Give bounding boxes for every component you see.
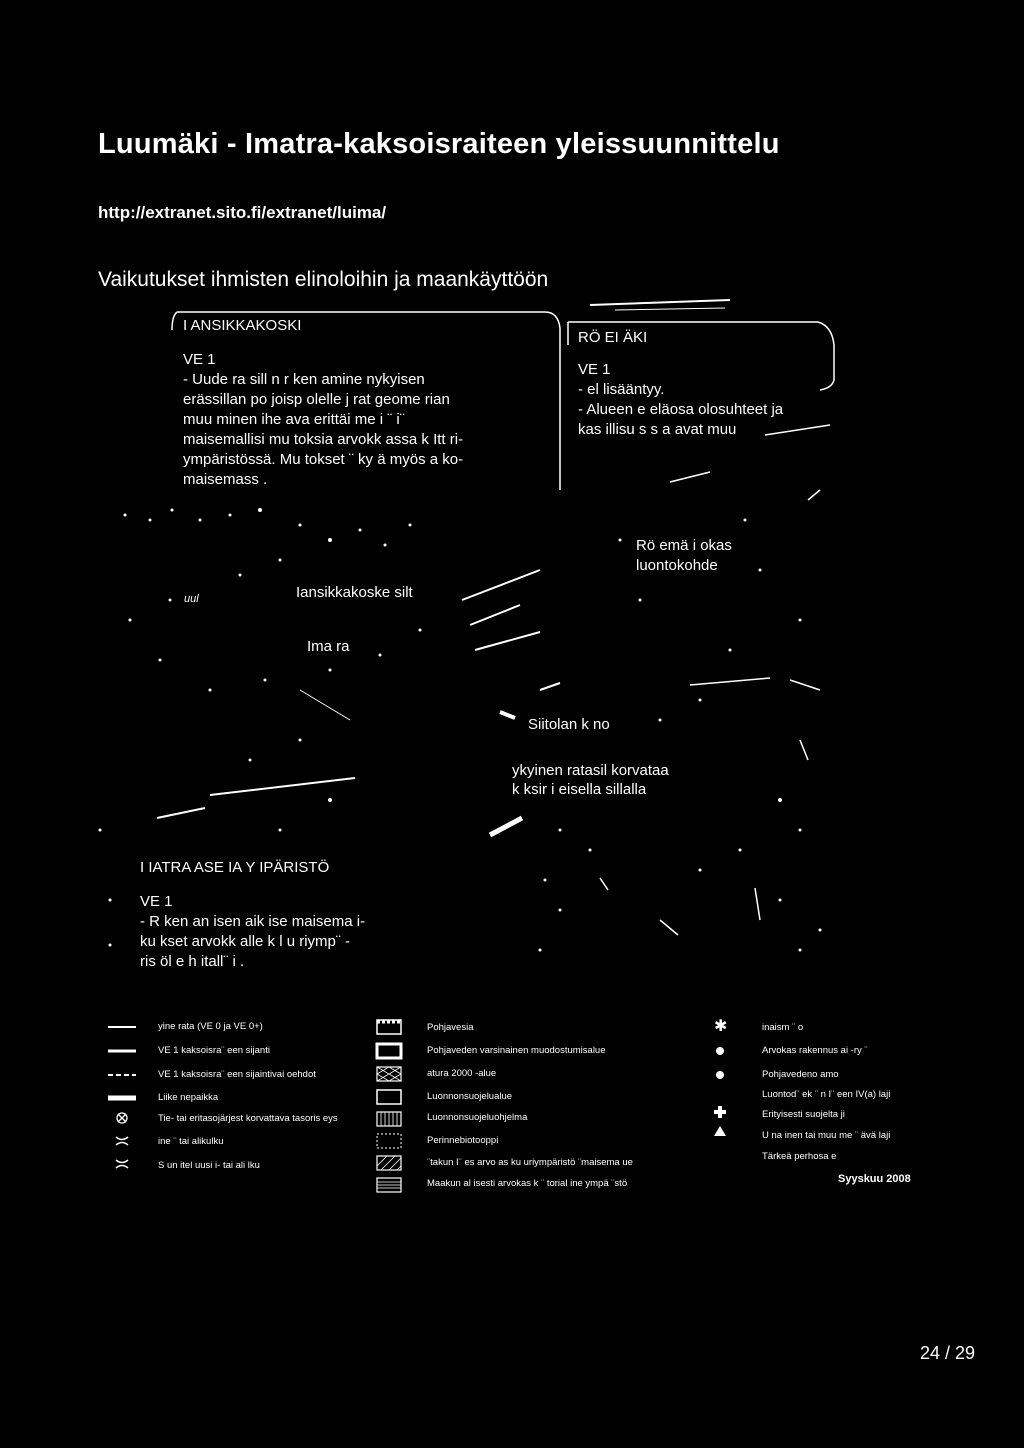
callout-line: ris öl e h itall¨ i . xyxy=(140,953,245,970)
map-label-imatra: Ima ra xyxy=(307,638,350,655)
callout-ve: VE 1 xyxy=(578,361,611,378)
callout-line: muu minen ihe ava erittäi me i ¨ i¨ xyxy=(183,411,405,428)
map-label-new-bridge-2: k ksir i eisella sillalla xyxy=(512,781,647,798)
legend-item: Tie- tai eritasojärjest korvattava tasoris eys xyxy=(158,1113,338,1124)
callout-line: - Uude ra sill n r ken amine nykyisen xyxy=(183,371,425,388)
legend-item: S un itel uusi i- tai ali lku xyxy=(158,1160,260,1171)
callout-title: I IATRA ASE IA Y IPÄRISTÖ xyxy=(140,859,330,876)
legend-item: Pohjavedeno amo xyxy=(762,1069,839,1080)
map-label-new-bridge-1: ykyinen ratasil korvataa xyxy=(512,762,669,779)
map-label-rouhiala: Rö emä i okas xyxy=(636,537,732,554)
callout-title: RÖ EI ÄKI xyxy=(578,329,648,346)
legend-item: atura 2000 -alue xyxy=(427,1068,497,1079)
callout-line: erässillan po joisp olelle j rat geome rian xyxy=(183,391,450,408)
callout-ve: VE 1 xyxy=(183,351,216,368)
map-label-tainionkoski-bridge: Iansikkakoske silt xyxy=(296,584,413,601)
legend-item: Luontod¨ ek ¨ n I¨ een IV(a) laji xyxy=(762,1089,891,1100)
legend-item: Erityisesti suojelta ji xyxy=(762,1109,845,1120)
callout-line: ku kset arvokk alle k l u riymp¨ - xyxy=(140,933,351,950)
document-date: Syyskuu 2008 xyxy=(838,1173,911,1185)
legend-item: Tärkeä perhosa e xyxy=(762,1151,837,1162)
callout-line: - el lisääntyy. xyxy=(578,381,665,398)
legend-item: Luonnonsuojelualue xyxy=(427,1091,513,1102)
legend-item: Arvokas rakennus ai -ry ¨ xyxy=(762,1045,868,1056)
svg-text:✱: ✱ xyxy=(714,1016,728,1035)
project-url[interactable]: http://extranet.sito.fi/extranet/luima/ xyxy=(98,203,387,222)
document-title: Luumäki - Imatra-kaksoisraiteen yleissuunnittelu xyxy=(98,128,780,160)
callout-line: maisemallisi mu toksia arvokk assa k Itt ri- xyxy=(183,431,464,448)
callout-title: I ANSIKKAKOSKI xyxy=(183,317,302,334)
legend-item: Pohjaveden varsinainen muodostumisalue xyxy=(427,1045,606,1056)
legend-item: VE 1 kaksoisra¨ een sijaintivai oehdot xyxy=(158,1069,316,1080)
legend-item: Liike nepaikka xyxy=(158,1092,219,1103)
legend-item: U na inen tai muu me ¨ ävä laji xyxy=(762,1130,891,1141)
callout-ve: VE 1 xyxy=(140,893,173,910)
legend-item: VE 1 kaksoisra¨ een sijanti xyxy=(158,1045,270,1056)
callout-line: - Alueen e eläosa olosuhteet ja xyxy=(578,401,784,418)
section-heading: Vaikutukset ihmisten elinoloihin ja maankäyttöön xyxy=(98,268,549,291)
legend-item: ine ¨ tai alikulku xyxy=(158,1136,224,1147)
map-label-siitola: Siitolan k no xyxy=(528,716,610,733)
legend-item: Maakun al isesti arvokas k ¨ torial ine ympä ¨stö xyxy=(427,1178,628,1189)
map-label-luontokohde: luontokohde xyxy=(636,557,718,574)
page-number: 24 / 29 xyxy=(919,1343,975,1363)
legend-item: ¨takun I¨ es arvo as ku uriympäristö ¨maisema ue xyxy=(427,1157,633,1168)
callout-line: ympäristössä. Mu tokset ¨ ky ä myös a ko- xyxy=(183,451,464,468)
legend-item: Pohjavesia xyxy=(427,1022,474,1033)
legend-item: yine rata (VE 0 ja VE 0+) xyxy=(158,1021,263,1032)
callout-line: maisemass . xyxy=(183,471,268,488)
legend-item: Luonnonsuojeluohjelma xyxy=(427,1112,528,1123)
map-label-vuoksi: uul xyxy=(184,593,199,605)
callout-line: - R ken an isen aik ise maisema i- xyxy=(140,913,366,930)
callout-line: kas illisu s s a avat muu xyxy=(578,421,737,438)
legend-item: Perinnebiotooppi xyxy=(427,1135,499,1146)
legend-item: inaism ¨ o xyxy=(762,1022,804,1033)
